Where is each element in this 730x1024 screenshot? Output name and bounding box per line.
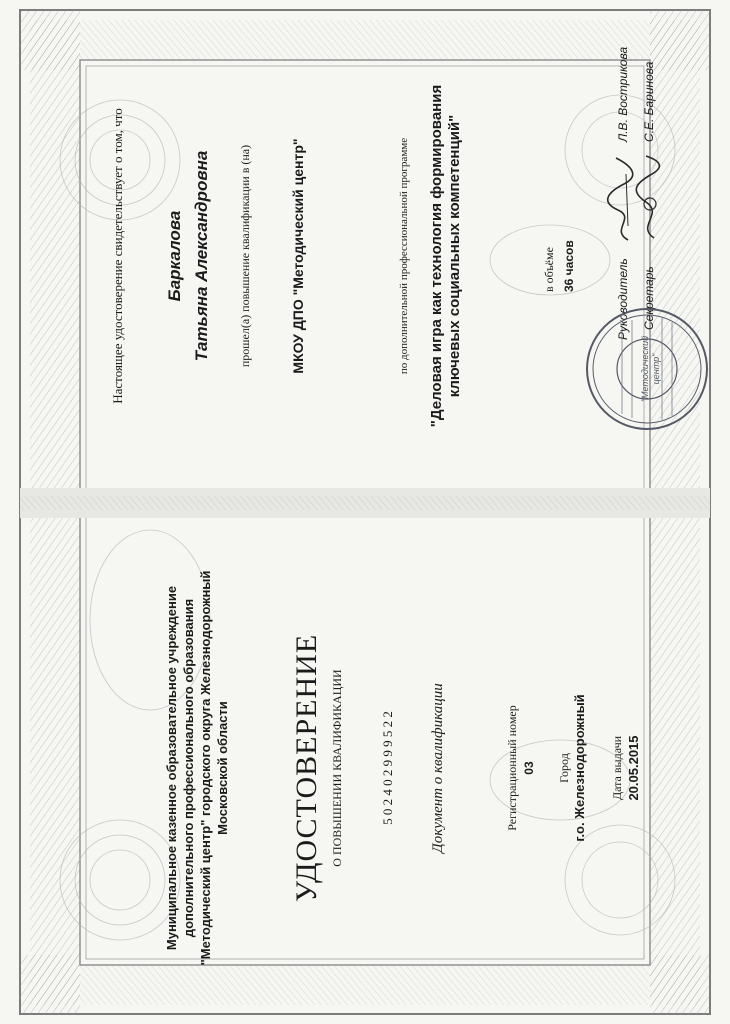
head-label: Руководитель — [616, 258, 630, 340]
left-page — [0, 512, 730, 1024]
secretary-label: Секретарь — [642, 266, 656, 330]
volume-label: в объёме — [542, 247, 556, 292]
stamp-text: "Методический центр" — [640, 335, 661, 403]
secretary-name: С.Е. Баринова — [642, 61, 656, 142]
recipient-surname: Баркалова — [165, 210, 184, 302]
document-title: УДОСТОВЕРЕНИЕ — [290, 633, 323, 903]
head-signature — [606, 154, 668, 244]
city-label: Город — [557, 753, 571, 783]
issue-date-value: 20.05.2015 — [626, 735, 641, 801]
registration-value: 03 — [522, 761, 536, 775]
passed-training-text: прошел(а) повышение квалификации в (на) — [238, 144, 252, 368]
issuer-line-3: "Методический центр" городского округа Железнодорожный — [198, 570, 213, 966]
document-subtitle: О ПОВЫШЕНИИ КВАЛИФИКАЦИИ — [330, 669, 344, 867]
program-label: по дополнительной профессиональной программе — [398, 137, 410, 375]
program-line-2: ключевых социальных компетенций" — [446, 114, 463, 398]
certificate-intro: Настоящее удостоверение свидетельствует о том, что — [110, 108, 125, 404]
head-name: Л.В. Вострикова — [616, 46, 630, 142]
recipient-name: Татьяна Александровна — [192, 150, 211, 362]
document-number: 5 0 2 4 0 2 9 9 9 5 2 2 — [380, 711, 395, 825]
registration-label: Регистрационный номер — [505, 705, 519, 831]
organization-name: МКОУ ДПО "Методический центр" — [290, 138, 306, 374]
issuer-line-4: Московской области — [215, 701, 230, 835]
program-line-1: "Деловая игра как технология формирования — [428, 84, 445, 428]
city-value: г.о. Железнодорожный — [572, 694, 587, 842]
volume-value: 36 часов — [562, 240, 576, 292]
document-type: Документ о квалификации — [430, 683, 446, 853]
issue-date-label: Дата выдачи — [610, 735, 624, 801]
issuer-line-1: Муниципальное казенное образовательное учреждение — [164, 585, 179, 951]
issuer-line-2: дополнительного профессионального образования — [181, 598, 196, 938]
